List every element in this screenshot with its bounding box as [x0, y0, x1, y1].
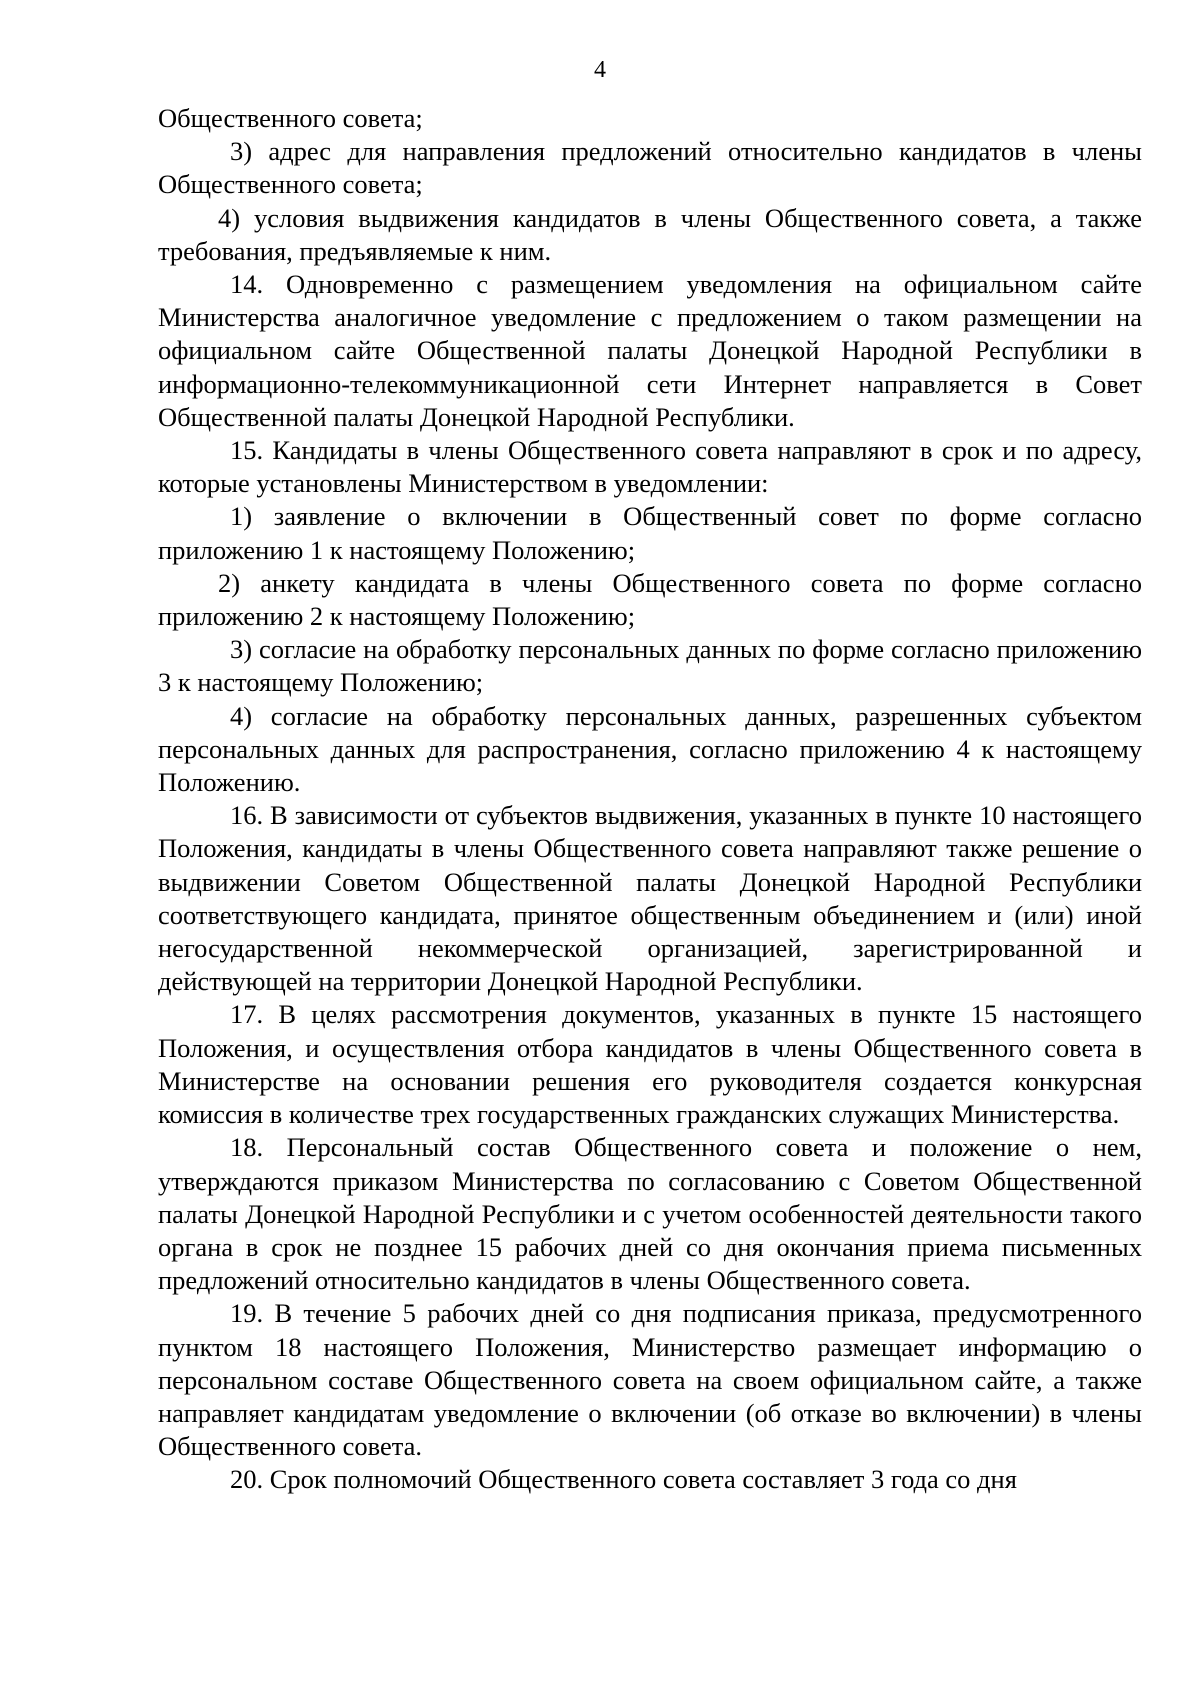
page-number: 4 [594, 57, 606, 83]
clause-15-item-2: 2) анкету кандидата в члены Общественного совета по форме согласно приложению 2 к настоящему Положению; [158, 567, 1142, 632]
clause-19: 19. В течение 5 рабочих дней со дня подписания приказа, предусмотренного пунктом 18 настоящего Положения, Министерство размещает информацию о персональном составе Общественного совета на своем официальном сайте, а также направляет кандидатам уведомление о включении (об отказе во включении) в члены Общественного совета. [158, 1298, 1142, 1462]
list-item-3: 3) адрес для направления предложений относительно кандидатов в члены Общественного совета; [158, 136, 1142, 200]
paragraph-continuation: Общественного совета; [158, 103, 423, 133]
clause-14: 14. Одновременно с размещением уведомления на официальном сайте Министерства аналогичное уведомление с предложением о таком размещении на официальном сайте Общественной палаты Донецкой Народной Республики в информационно-телекоммуникационной сети Интернет направляется в Совет Общественной палаты Донецкой Народной Республики. [158, 269, 1142, 432]
clause-20: 20. Срок полномочий Общественного совета составляет 3 года со дня [230, 1464, 1017, 1495]
clause-18: 18. Персональный состав Общественного совета и положение о нем, утверждаются приказом Министерства по согласованию с Советом Общественной палаты Донецкой Народной Республики и с учетом особенностей деятельности такого органа в срок не позднее 15 рабочих дней со дня окончания приема письменных предложений относительно кандидатов в члены Общественного совета. [158, 1132, 1142, 1296]
clause-15-item-1: 1) заявление о включении в Общественный совет по форме согласно приложению 1 к настоящему Положению; [158, 501, 1142, 565]
clause-16: 16. В зависимости от субъектов выдвижения, указанных в пункте 10 настоящего Положения, кандидаты в члены Общественного совета направляют также решение о выдвижении Советом Общественной палаты Донецкой Народной Республики соответствующего кандидата, принятое общественным объединением и (или) иной негосударственной некоммерческой организацией, зарегистрированной и действующей на территории Донецкой Народной Республики. [158, 800, 1142, 997]
clause-17: 17. В целях рассмотрения документов, указанных в пункте 15 настоящего Положения, и осуществления отбора кандидатов в члены Общественного совета в Министерстве на основании решения его руководителя создается конкурсная комиссия в количестве трех государственных гражданских служащих Министерства. [158, 999, 1142, 1130]
clause-15-item-3: 3) согласие на обработку персональных данных по форме согласно приложению 3 к настоящему Положению; [158, 634, 1142, 698]
clause-15: 15. Кандидаты в члены Общественного совета направляют в срок и по адресу, которые установлены Министерством в уведомлении: [158, 435, 1142, 499]
list-item-4: 4) условия выдвижения кандидатов в члены Общественного совета, а также требования, предъявляемые к ним. [158, 202, 1142, 266]
clause-15-item-4: 4) согласие на обработку персональных данных, разрешенных субъектом персональных данных для распространения, согласно приложению 4 к настоящему Положению. [158, 700, 1142, 798]
document-body [158, 102, 1142, 1497]
